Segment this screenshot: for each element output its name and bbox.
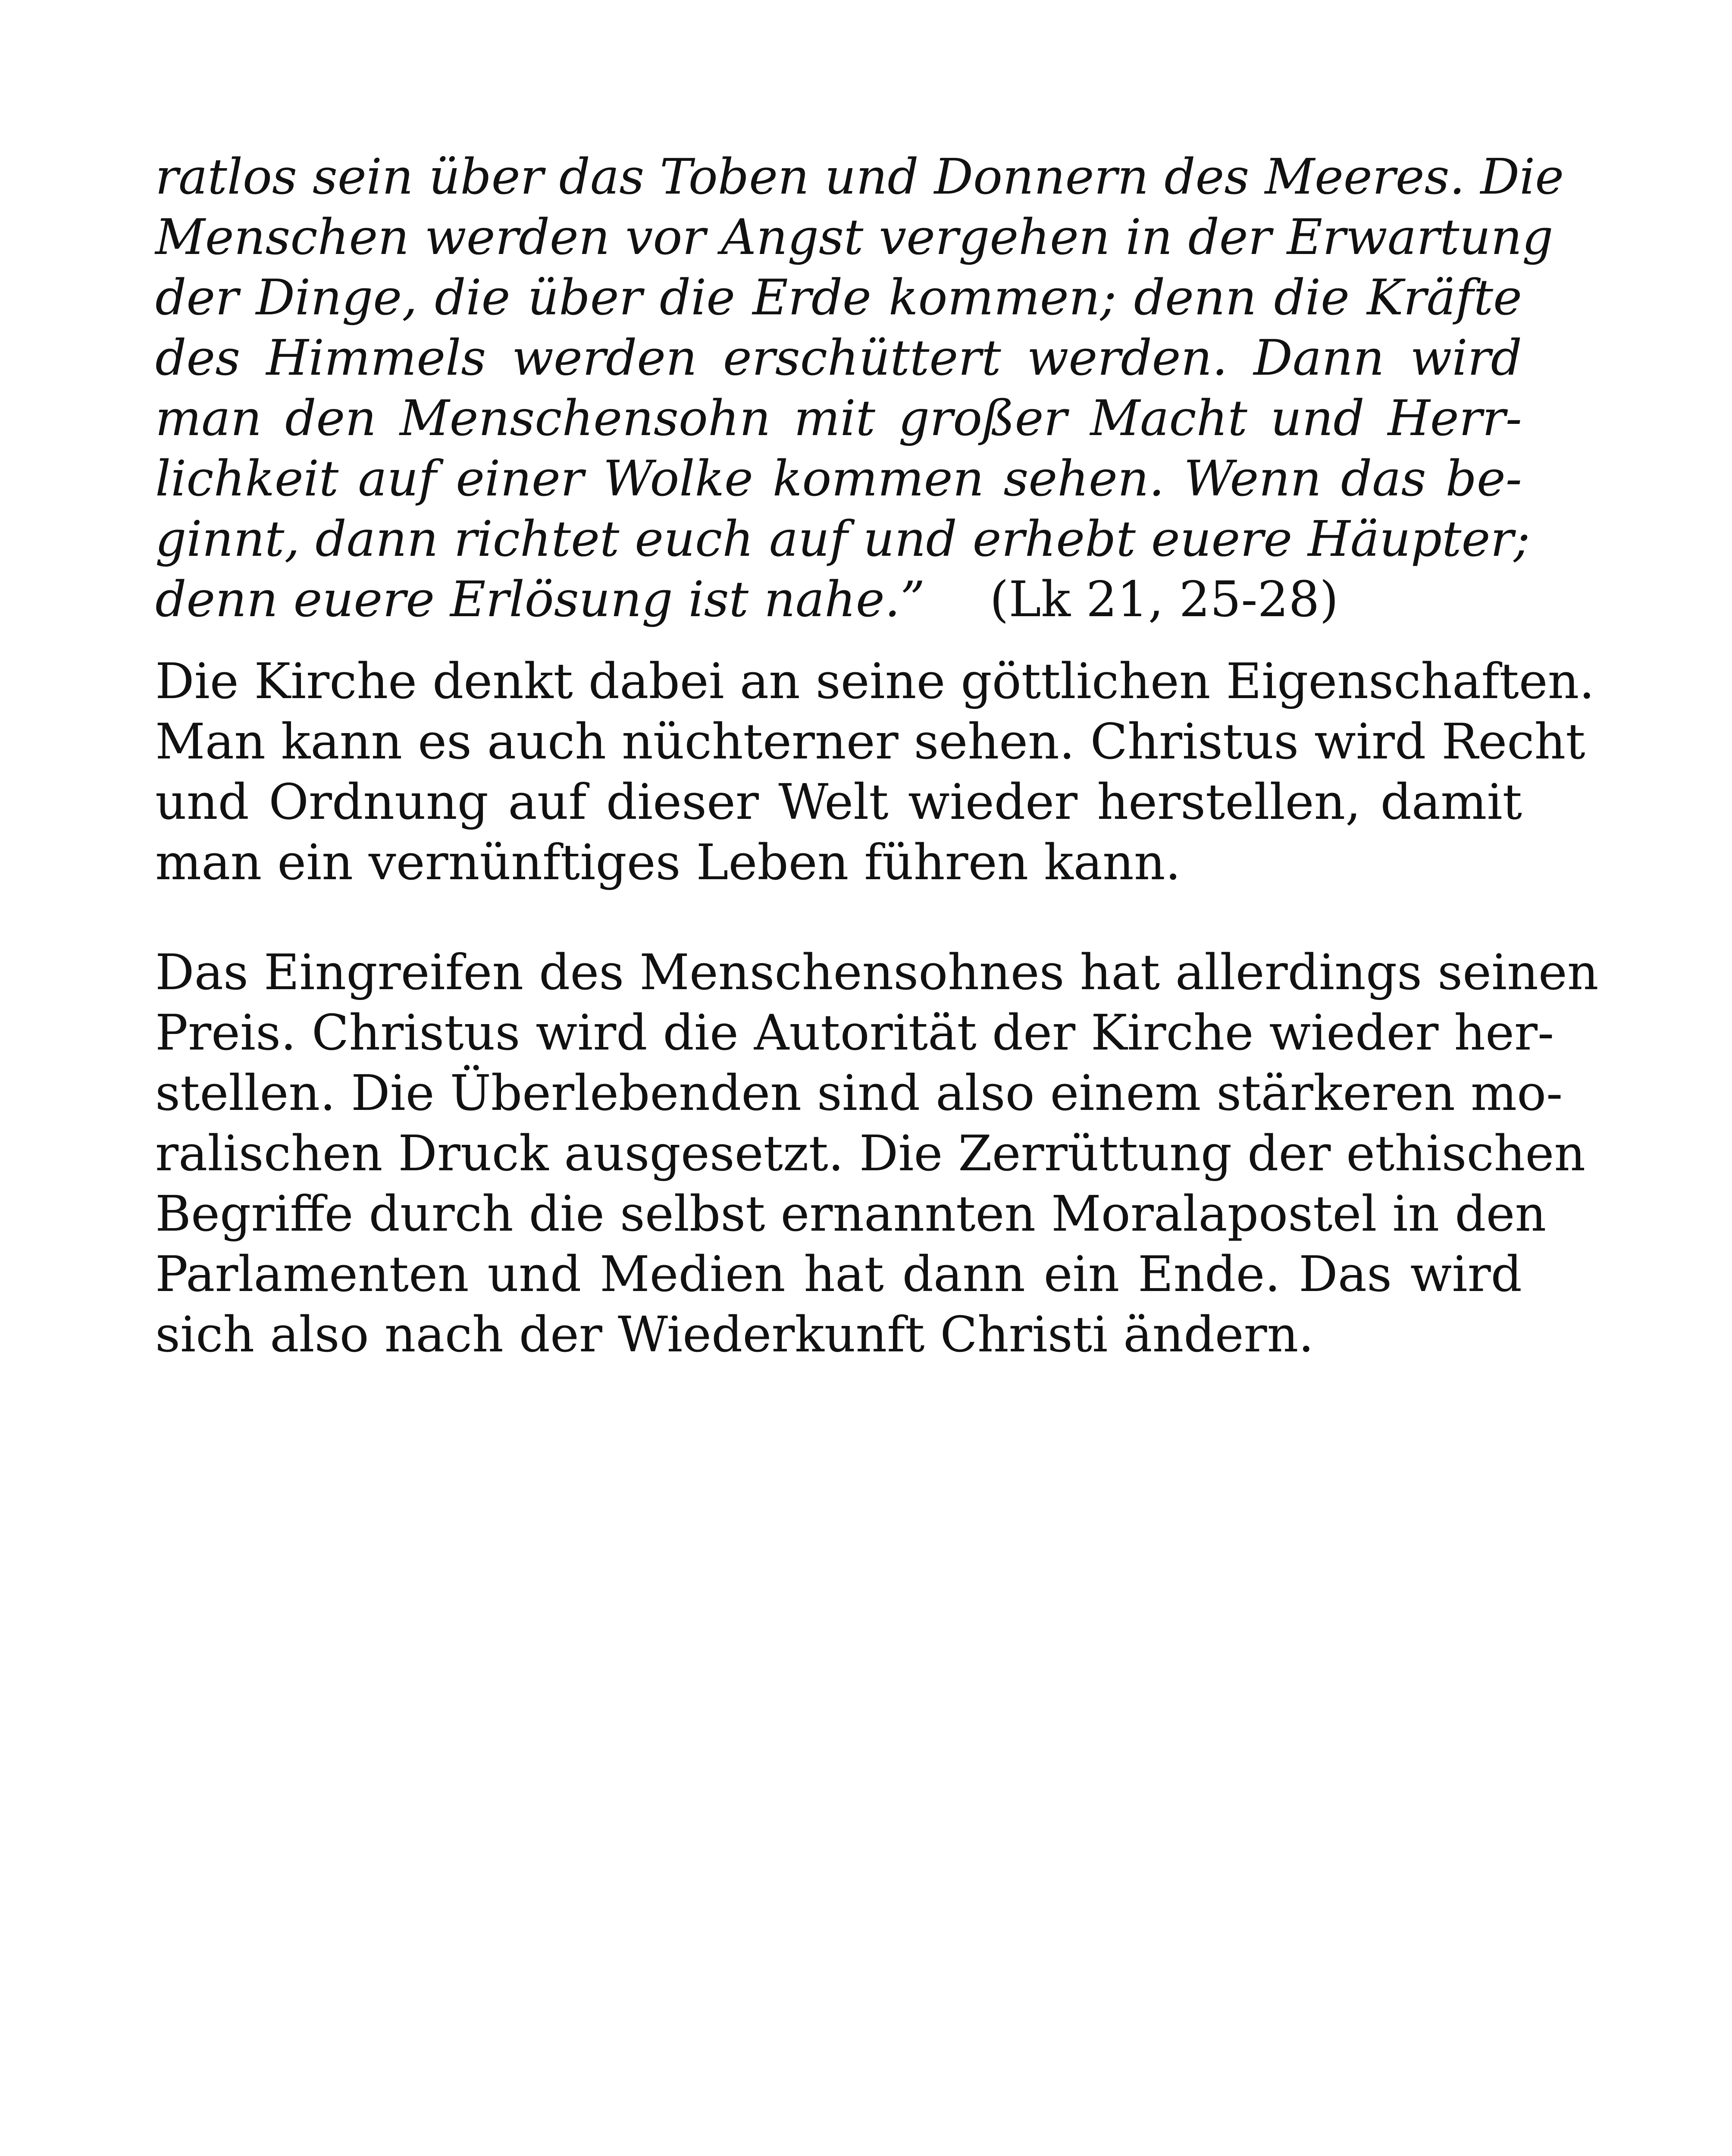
quote-line: ginnt, dann richtet euch auf und erhebt euere Häupter;: [155, 511, 1530, 567]
bible-quote: [155, 147, 1564, 630]
scripture-reference: (Lk 21, 25-28): [990, 571, 1339, 628]
quote-line: Menschen werden vor Angst vergehen in der Erwartung: [155, 209, 1553, 266]
quote-line: lichkeit auf einer Wolke kommen sehen. Wenn das be-: [155, 450, 1522, 507]
quote-line: ratlos sein über das Toben und Donnern des Meeres. Die: [155, 148, 1564, 205]
paragraph-line: und Ordnung auf dieser Welt wieder herstellen, damit: [155, 774, 1522, 830]
quote-line: des Himmels werden erschüttert werden. Dann wird: [155, 329, 1522, 386]
paragraph-line: stellen. Die Überlebenden sind also einem stärkeren mo-: [155, 1065, 1563, 1122]
paragraph-line: ralischen Druck ausgesetzt. Die Zerrüttung der ethischen: [155, 1125, 1586, 1182]
quote-line: der Dinge, die über die Erde kommen; denn die Kräfte: [155, 269, 1522, 326]
paragraph-line: Begriffe durch die selbst ernannten Moralapostel in den: [155, 1185, 1547, 1242]
paragraph-line: Parlamenten und Medien hat dann ein Ende. Das wird: [155, 1246, 1522, 1303]
paragraph-line: Die Kirche denkt dabei an seine göttlichen Eigenschaften.: [155, 653, 1595, 710]
paragraph-line: Man kann es auch nüchterner sehen. Christus wird Recht: [155, 713, 1585, 770]
paragraph-last-line: sich also nach der Wiederkunft Christi ändern.: [155, 1306, 1314, 1363]
paragraph-line: Das Eingreifen des Menschensohnes hat allerdings seinen: [155, 944, 1599, 1001]
quote-last-text: denn euere Erlösung ist nahe.”: [155, 571, 925, 628]
paragraph-line: Preis. Christus wird die Autorität der Kirche wieder her-: [155, 1004, 1554, 1061]
paragraph-1: [155, 651, 1595, 893]
body-text: [155, 147, 1599, 1365]
quote-last-line: [155, 569, 1522, 630]
paragraph-2: [155, 942, 1599, 1365]
quote-line: man den Menschensohn mit großer Macht und Herr-: [155, 390, 1522, 447]
paragraph-last-line: man ein vernünftiges Leben führen kann.: [155, 834, 1181, 891]
